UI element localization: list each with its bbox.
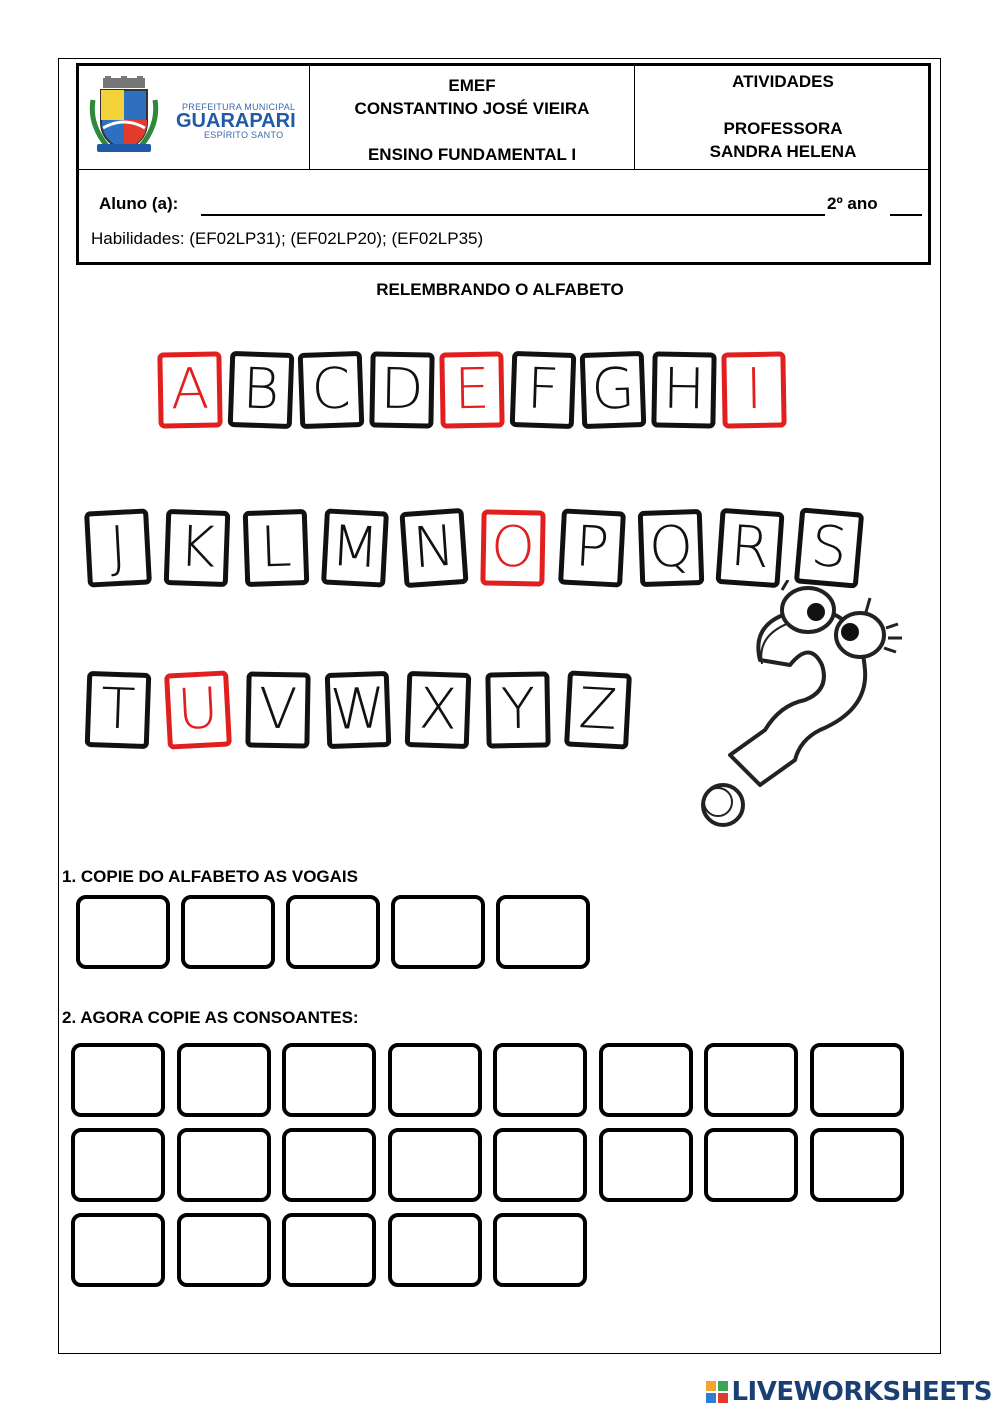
- letter-tile-o: O: [480, 509, 545, 586]
- consonant-answer-box[interactable]: [282, 1128, 376, 1202]
- consonant-answer-box[interactable]: [177, 1043, 271, 1117]
- consonant-answer-box[interactable]: [599, 1128, 693, 1202]
- logo-cell: [79, 66, 309, 169]
- letter-tile-t: T: [85, 671, 152, 749]
- letter-tile-h: H: [651, 351, 716, 428]
- letter-tile-d: D: [369, 351, 434, 428]
- letter-tile-a: A: [157, 351, 222, 428]
- consonant-answer-box[interactable]: [493, 1213, 587, 1287]
- letter-tile-g: G: [580, 351, 647, 429]
- activity-label: ATIVIDADES: [732, 72, 834, 91]
- letter-tile-y: Y: [485, 671, 550, 748]
- vowel-answer-box[interactable]: [496, 895, 590, 969]
- vowel-answer-box[interactable]: [391, 895, 485, 969]
- letter-tile-u: U: [164, 670, 232, 749]
- consonant-answer-box[interactable]: [282, 1213, 376, 1287]
- vowel-answer-box[interactable]: [76, 895, 170, 969]
- consonant-answer-box[interactable]: [71, 1043, 165, 1117]
- consonant-answer-box[interactable]: [177, 1213, 271, 1287]
- letter-tile-k: K: [164, 509, 231, 587]
- letter-tile-w: W: [325, 671, 392, 749]
- header-divider: [79, 169, 928, 170]
- consonant-answer-box[interactable]: [493, 1043, 587, 1117]
- letter-tile-c: C: [298, 351, 365, 429]
- consonant-answer-box[interactable]: [599, 1043, 693, 1117]
- logo-line3: ESPÍRITO SANTO: [204, 130, 284, 140]
- city-crest-icon: [89, 76, 159, 156]
- question-mark-character-icon: [690, 580, 920, 830]
- year-label: 2º ano: [827, 194, 878, 213]
- consonant-answer-box[interactable]: [388, 1043, 482, 1117]
- letter-tile-b: B: [227, 351, 294, 429]
- letter-tile-f: F: [509, 351, 576, 429]
- question-1-label: 1. COPIE DO ALFABETO AS VOGAIS: [62, 867, 358, 886]
- consonant-answer-box[interactable]: [388, 1128, 482, 1202]
- question-2-label: 2. AGORA COPIE AS CONSOANTES:: [62, 1008, 359, 1027]
- footer-brand: [705, 1377, 992, 1407]
- letter-tile-z: Z: [564, 670, 632, 749]
- header-box: [76, 63, 931, 265]
- consonant-answer-box[interactable]: [493, 1128, 587, 1202]
- consonant-answer-box[interactable]: [810, 1043, 904, 1117]
- teacher-label: PROFESSORA: [723, 119, 843, 138]
- activity-cell: [635, 66, 931, 169]
- letter-tile-s: S: [794, 507, 864, 588]
- footer-brand-text: LIVEWORKSHEETS: [731, 1377, 992, 1407]
- letter-tile-x: X: [405, 671, 472, 749]
- teacher-name: SANDRA HELENA: [709, 142, 857, 161]
- consonant-answer-box[interactable]: [810, 1128, 904, 1202]
- letter-tile-r: R: [715, 508, 784, 588]
- consonant-answer-box[interactable]: [71, 1213, 165, 1287]
- consonant-answer-box[interactable]: [704, 1043, 798, 1117]
- consonant-answer-box[interactable]: [71, 1128, 165, 1202]
- school-level: ENSINO FUNDAMENTAL I: [367, 145, 577, 164]
- letter-tile-i: I: [721, 351, 786, 428]
- school-name: CONSTANTINO JOSÉ VIEIRA: [354, 99, 590, 118]
- logo-city-name: GUARAPARI: [176, 110, 296, 132]
- consonant-answer-box[interactable]: [282, 1043, 376, 1117]
- letter-tile-q: Q: [638, 509, 705, 587]
- year-field[interactable]: [890, 214, 922, 216]
- skills-text: Habilidades: (EF02LP31); (EF02LP20); (EF02LP35): [91, 229, 484, 248]
- letter-tile-j: J: [84, 508, 152, 587]
- school-type: EMEF: [448, 76, 496, 95]
- consonant-answer-box[interactable]: [177, 1128, 271, 1202]
- letter-tile-v: V: [245, 671, 310, 748]
- consonant-answer-box[interactable]: [388, 1213, 482, 1287]
- logo-line1: PREFEITURA MUNICIPAL: [182, 102, 296, 112]
- letter-tile-e: E: [439, 351, 504, 428]
- liveworksheets-logo-icon: [705, 1380, 729, 1404]
- school-cell: [310, 66, 634, 169]
- student-label: Aluno (a):: [99, 194, 179, 213]
- consonant-answer-box[interactable]: [704, 1128, 798, 1202]
- letter-tile-m: M: [321, 508, 389, 587]
- page-title: RELEMBRANDO O ALFABETO: [376, 280, 624, 299]
- letter-tile-p: P: [558, 508, 626, 587]
- letter-tile-l: L: [243, 509, 310, 587]
- vowel-answer-box[interactable]: [181, 895, 275, 969]
- vowel-answer-box[interactable]: [286, 895, 380, 969]
- letter-tile-n: N: [399, 508, 468, 588]
- student-name-field[interactable]: [201, 214, 825, 216]
